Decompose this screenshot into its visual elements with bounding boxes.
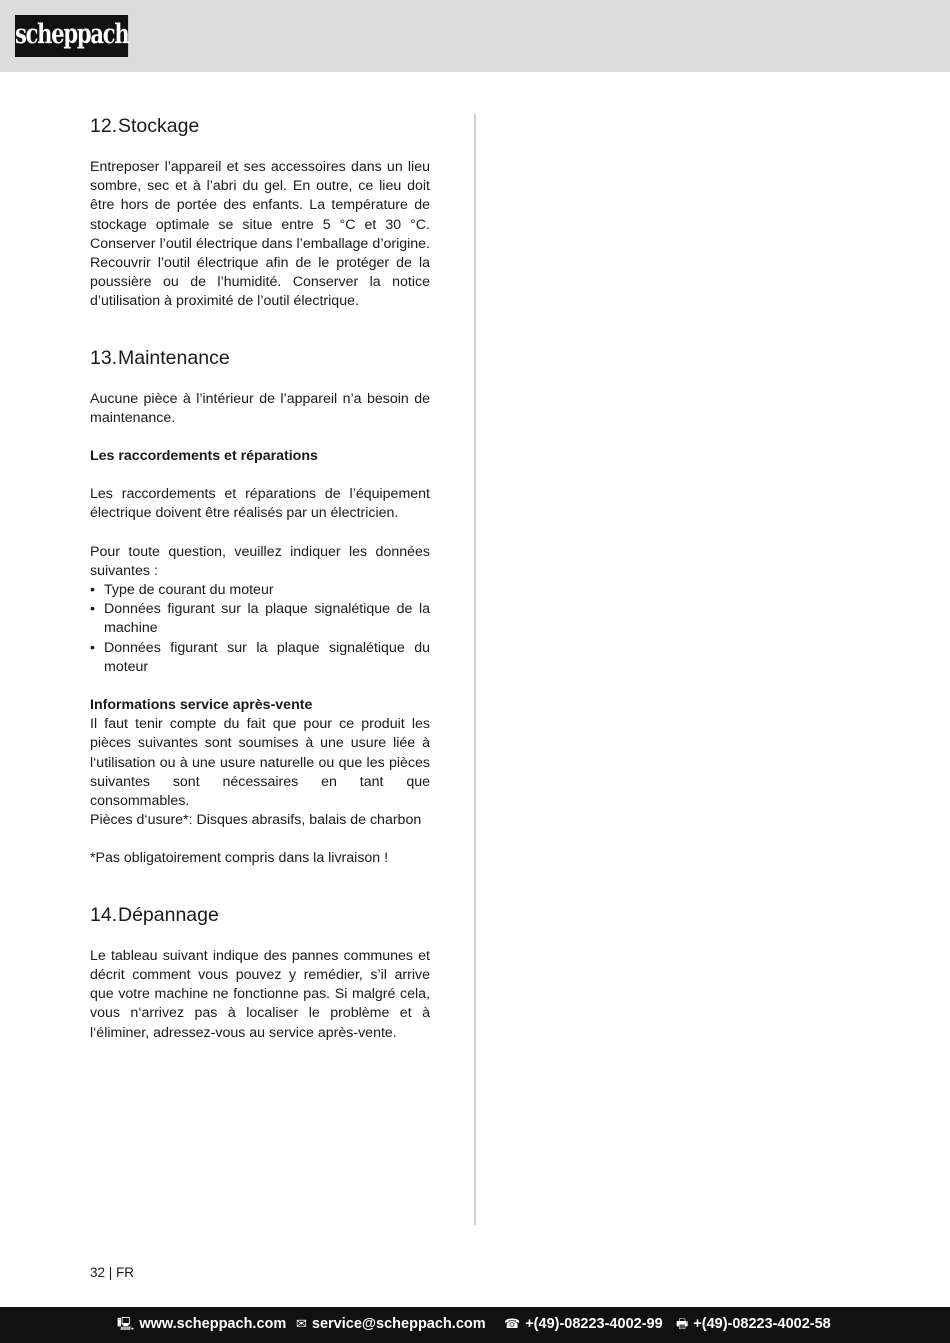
questions-intro: Pour toute question, veuillez indiquer les données suivantes : bbox=[90, 543, 430, 579]
column-divider bbox=[474, 114, 476, 1225]
footer-website[interactable] bbox=[117, 1307, 286, 1341]
section-title-text: Maintenance bbox=[118, 346, 230, 369]
header-band bbox=[0, 0, 950, 72]
email-link[interactable]: service@scheppach.com bbox=[311, 1316, 486, 1332]
fax-icon: 🖶 bbox=[676, 1316, 689, 1331]
troubleshooting-text: Le tableau suivant indique des pannes communes et décrit comment vous pouvez y remédier, s’il arrive que votre machine ne fonctionne pas. Si malgré cela, vous n‘arrivez pas à localiser le problème et à l‘éliminer, adressez-vous au service après-vente. bbox=[90, 947, 430, 1041]
scheppach-logo: scheppach bbox=[15, 15, 128, 57]
section-title-maintenance bbox=[90, 346, 430, 370]
website-link[interactable]: www.scheppach.com bbox=[139, 1316, 287, 1332]
mail-icon: ✉ bbox=[296, 1316, 307, 1331]
service-heading: Informations service après-vente bbox=[90, 697, 313, 714]
list-item: • Données figurant sur la plaque signalétique de la machine bbox=[90, 600, 430, 638]
page-number: 32 | FR bbox=[90, 1265, 135, 1280]
list-item: • Données figurant sur la plaque signalétique du moteur bbox=[90, 639, 430, 677]
section-number: 13. bbox=[90, 346, 118, 369]
section-title-storage bbox=[90, 114, 430, 138]
footnote: *Pas obligatoirement compris dans la livraison ! bbox=[90, 850, 389, 867]
footer-email[interactable] bbox=[296, 1307, 486, 1341]
computer-icon: 🖳 bbox=[117, 1316, 135, 1331]
phone-icon: ☎ bbox=[504, 1316, 521, 1331]
connections-text: Les raccordements et réparations de l’équipement électrique doivent être réalisés par un électricien. bbox=[90, 486, 430, 522]
storage-text: Entreposer l’appareil et ses accessoires dans un lieu sombre, sec et à l’abri du gel. En outre, ce lieu doit être hors de portée des enfants. La température de stockage optimale se situe entre 5 °C et 30 °C. Conserver l’outil électrique dans l’emballage d’origine. Recouvrir l’outil électrique afin de le protéger de la poussière ou de l’humidité. Conserver la notice d’utilisation à proximité de l’outil électrique. bbox=[90, 159, 430, 310]
wear-parts: Pièces d‘usure*: Disques abrasifs, balais de charbon bbox=[90, 812, 422, 829]
footer-fax bbox=[676, 1307, 831, 1341]
list-item: • Type de courant du moteur bbox=[90, 581, 430, 600]
footer-phone bbox=[504, 1307, 663, 1341]
connections-heading: Les raccordements et réparations bbox=[90, 448, 318, 465]
fax-number: +(49)-08223-4002-58 bbox=[693, 1316, 831, 1332]
section-title-troubleshooting bbox=[90, 903, 430, 927]
questions-list bbox=[90, 581, 430, 677]
section-title-text: Dépannage bbox=[118, 903, 219, 926]
footer-bar bbox=[0, 1307, 950, 1343]
content-column bbox=[90, 114, 430, 1043]
section-title-text: Stockage bbox=[118, 115, 200, 137]
section-number: 14. bbox=[90, 903, 118, 926]
phone-number: +(49)-08223-4002-99 bbox=[525, 1316, 663, 1332]
service-text: Il faut tenir compte du fait que pour ce produit les pièces suivantes sont soumises à une usure liée à l‘utilisation ou à une usure naturelle ou que les pièces suivantes sont nécessaires en tant que consommables. bbox=[90, 716, 430, 810]
section-number: 12. bbox=[90, 115, 118, 137]
maintenance-intro: Aucune pièce à l’intérieur de l’appareil n’a besoin de maintenance. bbox=[90, 390, 430, 426]
